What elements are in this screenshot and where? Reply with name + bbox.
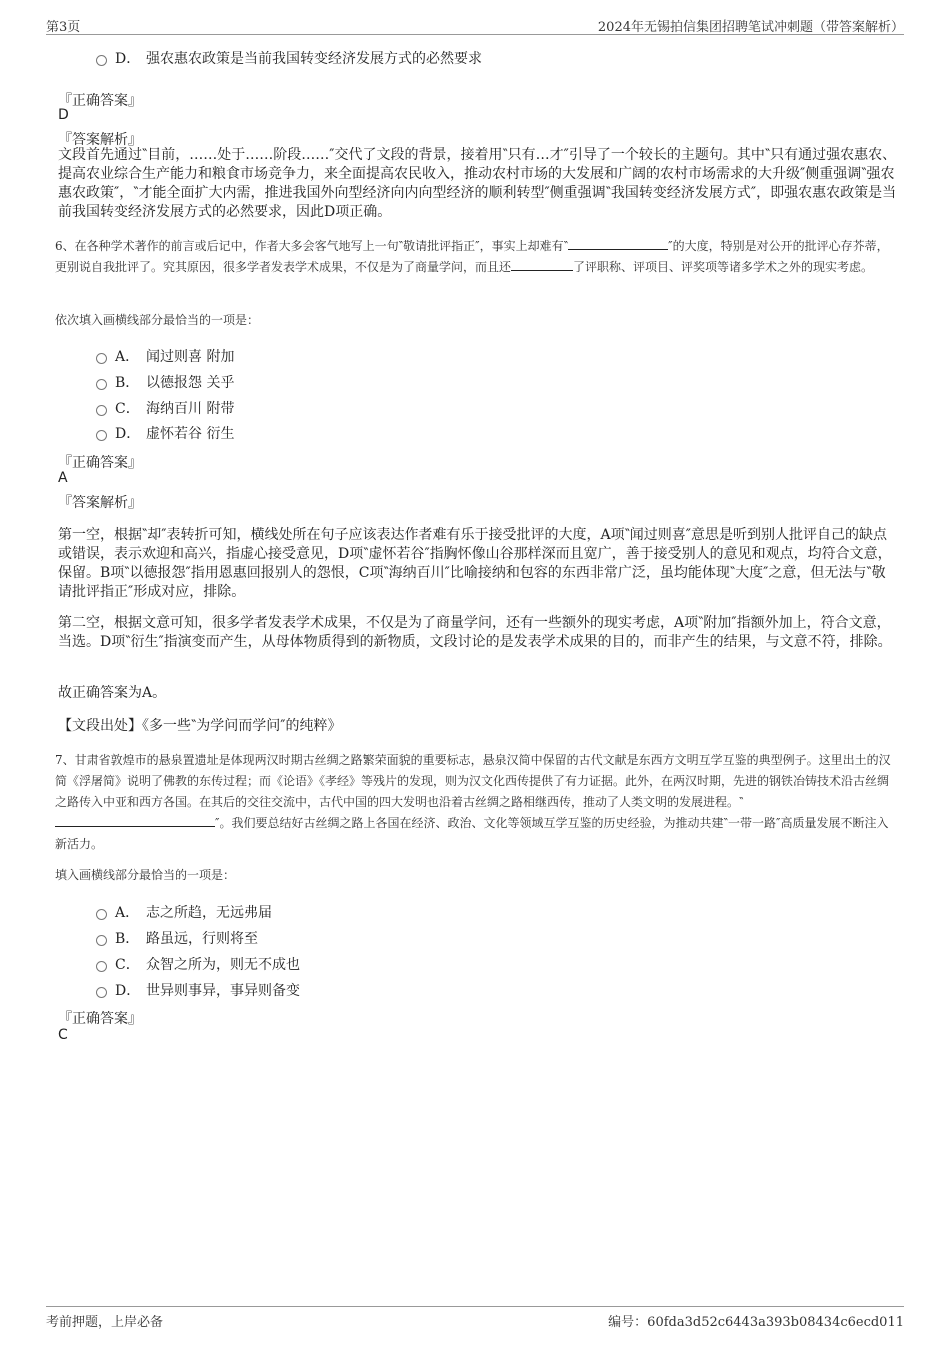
document-id: 编号：60fda3d52c6443a393b08434c6ecd011 [608,1315,904,1330]
q7-prompt: 填入画横线部分最恰当的一项是： [55,868,236,882]
radio-icon[interactable] [96,935,107,946]
q7-answer-label: 『正确答案』 [58,1011,142,1027]
q6-prompt: 依次填入画横线部分最恰当的一项是： [55,313,260,327]
radio-icon[interactable] [96,909,107,920]
q6-option-d[interactable]: D． 虚怀若谷 衍生 [96,423,234,443]
blank-line [55,814,215,827]
page-number: 第3页 [46,20,81,35]
q6-source: 【文段出处】《多一些‶为学问而学问″的纯粹》 [58,718,342,734]
radio-icon[interactable] [96,55,107,66]
q6-answer-label: 『正确答案』 [58,455,142,471]
blank-line [511,258,573,271]
q5-answer-label: 『正确答案』 [58,93,142,109]
q5-analysis: 文段首先通过‶目前，……处于……阶段……″交代了文段的背景，接着用‶只有…才″引导了一个较长的主题句。其中‶只有通过强农惠农、提高农业综合生产能力和粮食市场竞争力，来全面提高农民收入，推动农村市场的大发展和广阔的农村市场需求的大升级″侧重强调‶强农惠农政策″，‶才能全面扩大内需，推进我国外向型经济向内向型经济的顺利转型″侧重强调‶我国转变经济发展方式″，即强农惠农政策是当前我国转变经济发展方式的必然要求，因此D项正确。 [58,147,897,220]
q7-option-b[interactable]: B． 路虽远，行则将至 [96,928,258,948]
q6-analysis-2: 第二空，根据文意可知，很多学者发表学术成果，不仅是为了商量学问，还有一些额外的现实考虑，A项‶附加″指额外加上，符合文意，当选。D项‶衍生″指演变而产生，从母体物质得到的新物质，文段讨论的是发表学术成果的目的，而非产生的结果，与文意不符，排除。 [58,615,892,650]
q5-option-d[interactable]: D． 强农惠农政策是当前我国转变经济发展方式的必然要求 [96,48,482,68]
page-header [46,14,904,35]
q6-analysis-1: 第一空，根据‶却″表转折可知，横线处所在句子应该表达作者难有乐于接受批评的大度，A项‶闻过则喜″意思是听到别人批评自己的缺点或错误，表示欢迎和高兴，指虚心接受意见，D项‶虚怀若谷″指胸怀像山谷那样深而且宽广，善于接受别人的意见和观点，均符合文意，保留。B项‶以德报怨″指用恩惠回报别人的怨恨，C项‶海纳百川″比喻接纳和包容的东西非常广泛，虽均能体现‶大度″之意，但无法与‶敬请批评指正″形成对应，排除。 [58,527,892,600]
q6-analysis-label: 『答案解析』 [58,495,142,511]
footer-slogan: 考前押题，上岸必备 [46,1315,164,1330]
q6-answer: A [58,470,68,486]
q7-option-a[interactable]: A． 志之所趋，无远弗届 [96,902,272,922]
radio-icon[interactable] [96,353,107,364]
q6-option-a[interactable]: A． 闻过则喜 附加 [96,346,234,366]
blank-line [568,237,668,250]
radio-icon[interactable] [96,961,107,972]
q6-option-b[interactable]: B． 以德报怨 关乎 [96,372,234,392]
q6-stem: 6、在各种学术著作的前言或后记中，作者大多会客气地写上一句‶敬请批评指正″，事实上却难有‶ ″的大度，特别是对公开的批评心存芥蒂，更别说自我批评了。究其原因，很多学者发表学术成果，不仅是为了商量学问，而且还 了评职称、评项目、评奖项等诸多学术之外的现实考虑。 [55,239,889,274]
radio-icon[interactable] [96,379,107,390]
q6-conclusion: 故正确答案为A。 [58,685,167,701]
radio-icon[interactable] [96,405,107,416]
radio-icon[interactable] [96,987,107,998]
q5-answer: D [58,107,69,123]
q7-answer: C [58,1027,68,1043]
q7-option-c[interactable]: C． 众智之所为，则无不成也 [96,954,300,974]
q6-option-c[interactable]: C． 海纳百川 附带 [96,398,234,418]
q7-stem: 7、甘肃省敦煌市的悬泉置遗址是体现两汉时期古丝绸之路繁荣面貌的重要标志，悬泉汉简中保留的古代文献是东西方文明互学互鉴的典型例子。这里出土的汉简《浮屠简》说明了佛教的东传过程；而《论语》《孝经》等残片的发现，则为汉文化西传提供了有力证据。此外，在两汉时期，先进的钢铁冶铸技术沿古丝绸之路传入中亚和西方各国。在其后的交往交流中，古代中国的四大发明也沿着古丝绸之路相继西传，推动了人类文明的发展进程。‶″。我们要总结好古丝绸之路上各国在经济、政治、文化等领域互学互鉴的历史经验，为推动共建‶一带一路″高质量发展不断注入新活力。 [55,753,891,851]
document-title: 2024年无锡拍信集团招聘笔试冲刺题（带答案解析） [597,20,904,35]
q7-option-d[interactable]: D． 世异则事异，事异则备变 [96,980,300,1000]
page-footer [46,1306,904,1330]
q5-analysis-label: 『答案解析』 [58,132,142,148]
radio-icon[interactable] [96,430,107,441]
